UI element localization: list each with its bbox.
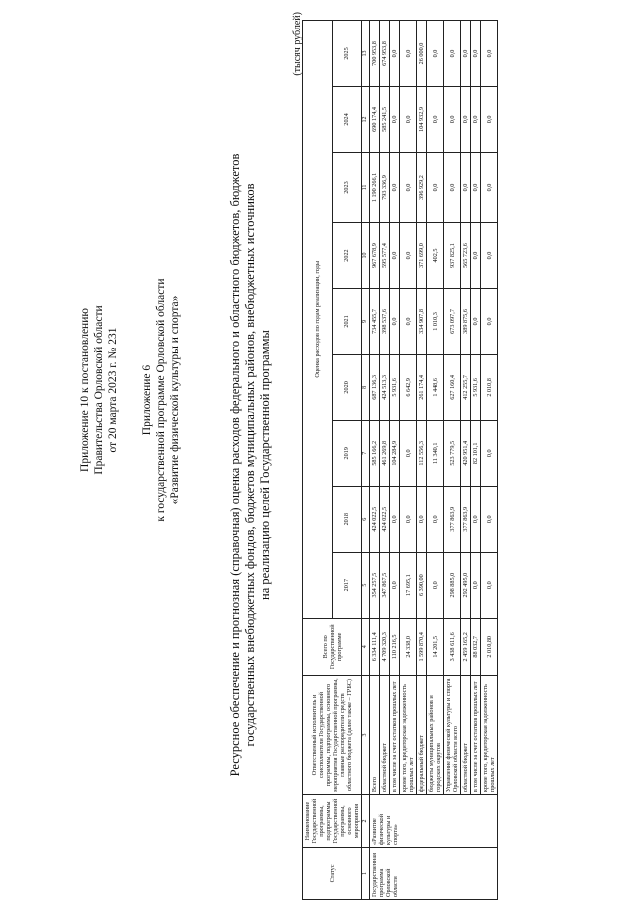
value-cell: 0,0: [390, 552, 400, 618]
value-cell: 967 678,9: [370, 223, 380, 289]
value-cell: 565 723,6: [461, 223, 471, 289]
value-cell: 0,0: [481, 86, 498, 152]
appendix-line-3: от 20 марта 2023 г. № 231: [107, 327, 119, 453]
table-row: [370, 21, 380, 900]
header-year: 2023: [332, 152, 362, 222]
value-cell: 3 438 611,6: [444, 618, 461, 675]
value-cell: 0,0: [400, 152, 417, 222]
value-cell: 687 136,3: [370, 354, 380, 420]
value-cell: 0,0: [427, 21, 444, 87]
value-cell: 0,0: [481, 223, 498, 289]
value-cell: 0,0: [461, 86, 471, 152]
value-cell: 347 867,5: [380, 552, 390, 618]
value-cell: 398 537,6: [380, 288, 390, 354]
appendix6-line-1: Приложение 6: [141, 364, 153, 436]
value-cell: 0,0: [390, 21, 400, 87]
value-cell: 1 010,3: [427, 288, 444, 354]
header-year: 2024: [332, 86, 362, 152]
value-cell: 0,0: [427, 86, 444, 152]
column-number: 4: [362, 618, 370, 675]
table-body: [370, 21, 498, 900]
table-row: [461, 21, 471, 900]
value-cell: 937 825,1: [444, 223, 461, 289]
column-number: 11: [362, 152, 370, 222]
value-cell: 424 022,5: [370, 486, 380, 552]
row-label: Управление физической культуры и спорта Орловской области всего: [444, 676, 461, 795]
value-cell: 377 863,9: [444, 486, 461, 552]
appendix-header-resolution: [78, 270, 120, 510]
value-cell: 112 556,3: [417, 420, 427, 486]
value-cell: 523 779,5: [444, 420, 461, 486]
value-cell: 0,0: [400, 486, 417, 552]
value-cell: 17 695,1: [400, 552, 417, 618]
column-number: 1: [362, 847, 370, 899]
value-cell: 420 951,4: [461, 420, 471, 486]
table-row: [444, 21, 461, 900]
status-cell: Государственная программа Орловской области: [370, 847, 498, 899]
value-cell: 700 953,8: [370, 21, 380, 87]
appendix6-line-2: к государственной программе Орловской области: [155, 278, 167, 522]
value-cell: 424 022,5: [380, 486, 390, 552]
value-cell: 0,0: [461, 21, 471, 87]
value-cell: 1 190 266,1: [370, 152, 380, 222]
row-label: федеральный бюджет: [417, 676, 427, 795]
value-cell: 0,0: [400, 21, 417, 87]
header-name: Наименование Государственной программы, подпрограммы Государственной программы, основного мероприятия: [303, 795, 362, 848]
value-cell: 793 336,9: [380, 152, 390, 222]
value-cell: 0,0: [427, 486, 444, 552]
value-cell: 461 269,8: [380, 420, 390, 486]
column-number: 3: [362, 676, 370, 795]
value-cell: 334 907,8: [417, 288, 427, 354]
value-cell: 0,0: [400, 86, 417, 152]
value-cell: 88 032,7: [471, 618, 481, 675]
column-number: 9: [362, 288, 370, 354]
value-cell: 6 642,9: [400, 354, 417, 420]
value-cell: 0,0: [390, 223, 400, 289]
value-cell: 585 166,2: [370, 420, 380, 486]
value-cell: 0,0: [400, 223, 417, 289]
value-cell: 0,0: [444, 21, 461, 87]
value-cell: 734 455,7: [370, 288, 380, 354]
row-label: кроме того, кредиторская задолженность прошлых лет: [481, 676, 498, 795]
program-name-cell: «Развитие физической культуры и спорта»: [370, 795, 498, 848]
header-year: 2021: [332, 288, 362, 354]
value-cell: 0,0: [390, 152, 400, 222]
value-cell: 0,0: [471, 86, 481, 152]
value-cell: 2 010,8: [481, 354, 498, 420]
value-cell: 0,0: [481, 420, 498, 486]
value-cell: 595 577,4: [380, 223, 390, 289]
value-cell: 396 929,2: [417, 152, 427, 222]
row-label: в том числе за счет остатков прошлых лет: [471, 676, 481, 795]
value-cell: 104 932,9: [417, 86, 427, 152]
value-cell: 0,0: [471, 486, 481, 552]
value-cell: 24 338,0: [400, 618, 417, 675]
header-year-group: Оценка расходов по годам реализации, годы: [303, 21, 333, 619]
value-cell: 0,0: [417, 486, 427, 552]
value-cell: 2 010,80: [481, 618, 498, 675]
title-line-3: на реализацию целей Государственной программы: [258, 330, 272, 600]
row-label: областной бюджет: [380, 676, 390, 795]
value-cell: 1 448,6: [427, 354, 444, 420]
value-cell: 690 174,4: [370, 86, 380, 152]
value-cell: 377 863,9: [461, 486, 471, 552]
column-number: 5: [362, 552, 370, 618]
column-number: 8: [362, 354, 370, 420]
value-cell: 0,0: [471, 21, 481, 87]
table-row: [390, 21, 400, 900]
value-cell: 0,0: [471, 223, 481, 289]
units-label: (тысяч рублей): [292, 12, 303, 76]
table-row: [481, 21, 498, 900]
value-cell: 5 931,6: [390, 354, 400, 420]
value-cell: 0,0: [390, 86, 400, 152]
header-year: 2025: [332, 21, 362, 87]
table-row: [427, 21, 444, 900]
value-cell: 402,5: [427, 223, 444, 289]
value-cell: 110 216,5: [390, 618, 400, 675]
value-cell: 292 495,0: [461, 552, 471, 618]
row-label: кроме того, кредиторская задолженность прошлых лет: [400, 676, 417, 795]
value-cell: 354 257,5: [370, 552, 380, 618]
value-cell: 0,0: [444, 152, 461, 222]
header-status: Статус: [303, 847, 362, 899]
header-year: 2022: [332, 223, 362, 289]
value-cell: 0,0: [471, 288, 481, 354]
header-year: 2018: [332, 486, 362, 552]
budget-table: [302, 20, 498, 900]
value-cell: 11 340,1: [427, 420, 444, 486]
column-number: 10: [362, 223, 370, 289]
row-label: областной бюджет: [461, 676, 471, 795]
column-number: 13: [362, 21, 370, 87]
value-cell: 1 599 870,4: [417, 618, 427, 675]
value-cell: 0,0: [481, 152, 498, 222]
value-cell: 0,0: [481, 552, 498, 618]
value-cell: 389 875,6: [461, 288, 471, 354]
header-year: 2019: [332, 420, 362, 486]
value-cell: 0,0: [481, 288, 498, 354]
value-cell: 673 097,7: [444, 288, 461, 354]
appendix-header-program: [140, 235, 182, 565]
value-cell: 0,0: [461, 152, 471, 222]
value-cell: 0,0: [390, 486, 400, 552]
column-number: 2: [362, 795, 370, 848]
value-cell: 298 885,0: [444, 552, 461, 618]
value-cell: 4 709 320,3: [380, 618, 390, 675]
value-cell: 0,0: [427, 552, 444, 618]
table-row: [471, 21, 481, 900]
value-cell: 6 334 111,4: [370, 618, 380, 675]
appendix6-line-3: «Развитие физической культуры и спорта»: [169, 295, 181, 505]
column-number: 7: [362, 420, 370, 486]
column-number: 6: [362, 486, 370, 552]
value-cell: 5 931,6: [471, 354, 481, 420]
appendix-line-1: Приложение 10 к постановлению: [79, 308, 91, 472]
value-cell: 0,0: [427, 152, 444, 222]
document-title: [228, 35, 273, 895]
value-cell: 14 201,5: [427, 618, 444, 675]
appendix-line-2: Правительства Орловской области: [93, 305, 105, 475]
title-line-2: государственных внебюджетных фондов, бюджетов муниципальных районов, внебюджетных источников: [243, 183, 257, 747]
value-cell: 104 284,9: [390, 420, 400, 486]
value-cell: 585 241,5: [380, 86, 390, 152]
table-header-row-1: [303, 21, 333, 900]
value-cell: 82 101,1: [471, 420, 481, 486]
value-cell: 26 000,0: [417, 21, 427, 87]
value-cell: 0,0: [481, 21, 498, 87]
table-row: [417, 21, 427, 900]
value-cell: 0,0: [444, 86, 461, 152]
value-cell: 412 255,7: [461, 354, 471, 420]
value-cell: 0,0: [481, 486, 498, 552]
header-year: 2020: [332, 354, 362, 420]
row-label: Всего: [370, 676, 380, 795]
title-line-1: Ресурсное обеспечение и прогнозная (справочная) оценка расходов федерального и областного бюджетов, бюджетов: [228, 153, 242, 777]
value-cell: 0,0: [400, 420, 417, 486]
value-cell: 0,0: [471, 152, 481, 222]
table-row: [380, 21, 390, 900]
row-label: бюджеты муниципальных районов и городских округов: [427, 676, 444, 795]
value-cell: 627 160,4: [444, 354, 461, 420]
header-total: Всего по Государственной программе: [303, 618, 362, 675]
value-cell: 0,0: [400, 288, 417, 354]
value-cell: 424 513,3: [380, 354, 390, 420]
header-year: 2017: [332, 552, 362, 618]
row-label: в том числе за счет остатков прошлых лет: [390, 676, 400, 795]
column-number: 12: [362, 86, 370, 152]
value-cell: 674 953,8: [380, 21, 390, 87]
value-cell: 6 390,00: [417, 552, 427, 618]
value-cell: 2 459 165,2: [461, 618, 471, 675]
value-cell: 261 174,4: [417, 354, 427, 420]
header-executor: Ответственный исполнитель и соисполнители Государственной программы, подпрограммы, основного мероприятия Государственной программы, главные распорядители средств областного бюджета (далее также – ГРБС): [303, 676, 362, 795]
table-row: [400, 21, 417, 900]
value-cell: 0,0: [390, 288, 400, 354]
value-cell: 0,0: [471, 552, 481, 618]
column-number-row: [362, 21, 370, 900]
value-cell: 371 699,0: [417, 223, 427, 289]
